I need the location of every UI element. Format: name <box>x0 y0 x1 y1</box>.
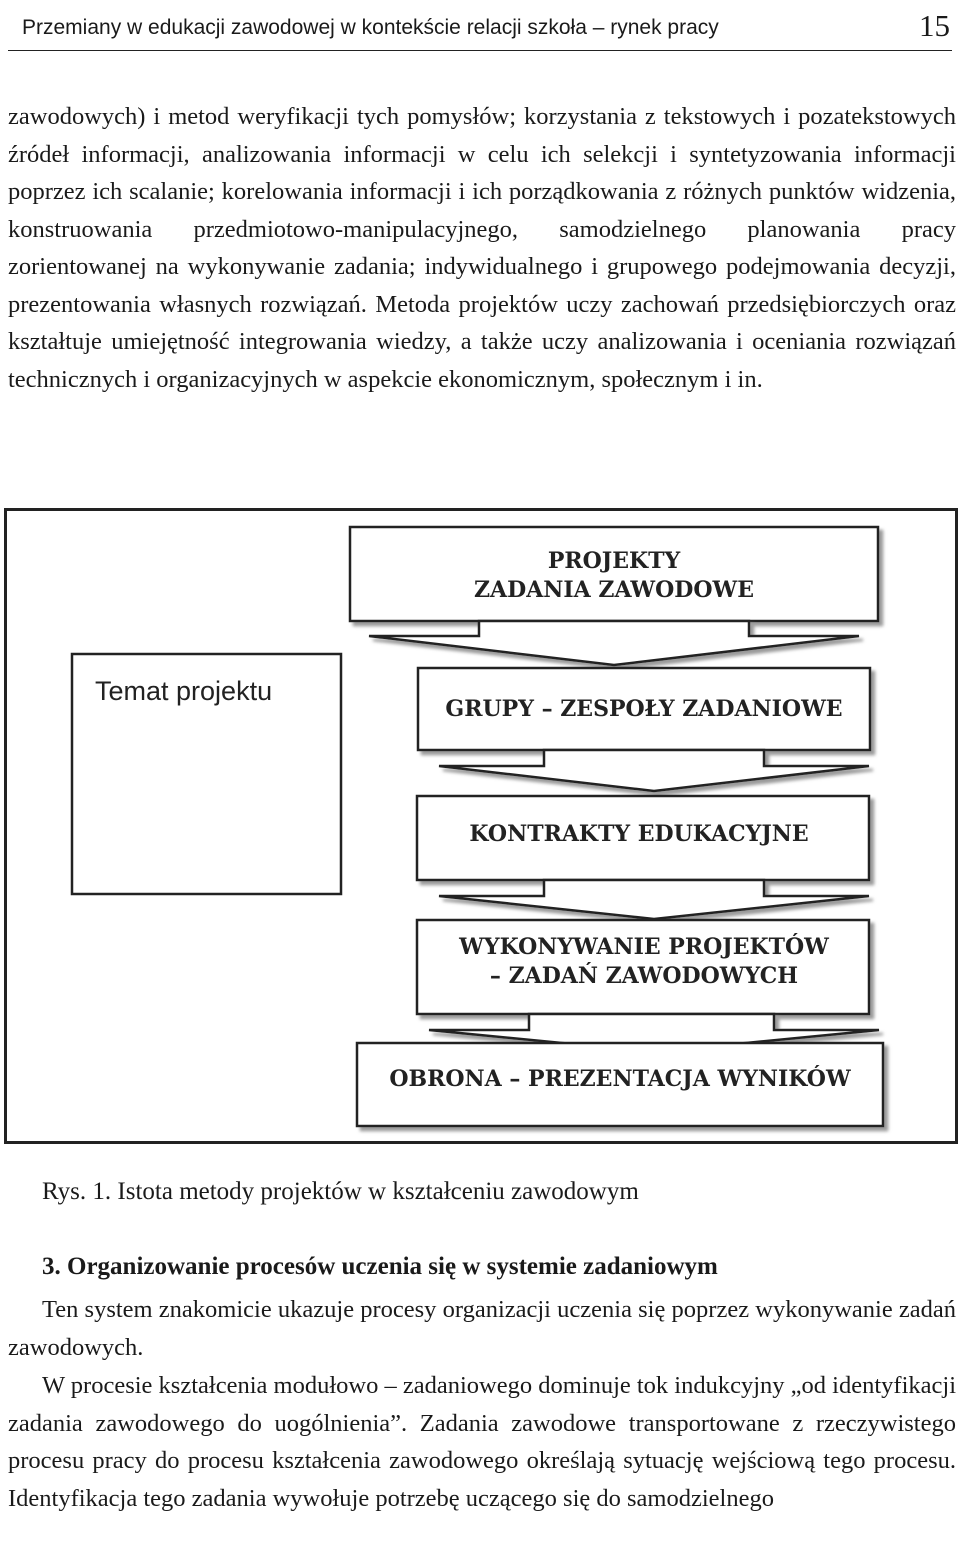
box-kontrakty-line1: KONTRAKTY EDUKACYJNE <box>469 821 809 847</box>
box-obrona-line1: OBRONA – PREZENTACJA WYNIKÓW <box>389 1066 851 1092</box>
arrow-down-2 <box>439 750 869 791</box>
page-number: 15 <box>919 8 950 43</box>
box-projekty-line1: PROJEKTY <box>547 548 681 574</box>
paragraph-1: zawodowych) i metod weryfikacji tych pomysłów; korzystania z tekstowych i pozatekstowych źródeł informacji, analizowania informacji w celu ich selekcji i syntetyzowania informacji poprzez ich scalanie; korelowania informacji i ich porządkowania z różnych punktów widzenia, konstruowania przedmiotowo-manipulacyjnego, samodzielnego planowania pracy zorientowanej na wykonywanie zadania; indywidualnego i grupowego podejmowania decyzji, prezentowania własnych rozwiązań. Metoda projektów uczy zachowań przedsiębiorczych oraz kształtuje umiejętność integrowania wiedzy, a także uczy analizowania i oceniania rozwiązań technicznych i organizacyjnych w aspekcie ekonomicznym, społecznym i in. <box>8 103 956 393</box>
paragraph-2: Ten system znakomicie ukazuje procesy organizacji uczenia się poprzez wykonywanie zadań zawodowych. <box>8 1296 956 1361</box>
section-heading: 3. Organizowanie procesów uczenia się w systemie zadaniowym <box>42 1253 718 1280</box>
figure-caption: Rys. 1. Istota metody projektów w kształceniu zawodowym <box>42 1178 639 1205</box>
running-title: Przemiany w edukacji zawodowej w kontekście relacji szkoła – rynek pracy <box>22 16 719 39</box>
flow-diagram <box>7 511 955 1141</box>
figure-project-method-diagram <box>4 508 958 1144</box>
arrow-down-3 <box>439 880 869 919</box>
box-projekty-line2: ZADANIA ZAWODOWE <box>473 577 755 603</box>
running-header <box>8 10 952 51</box>
topic-label: Temat projektu <box>95 676 273 706</box>
paragraph-3: W procesie kształcenia modułowo – zadaniowego dominuje tok indukcyjny „od identyfikacji zadania zawodowego do uogólnienia”. Zadania zawodowe transportowane z rzeczywistego procesu pracy do procesu kształcenia zawodowego określają sytuację wejściową tego procesu. Identyfikacja tego zadania wywołuje potrzebę uczącego się do samodzielnego <box>8 1372 956 1512</box>
box-projekty <box>350 527 878 621</box>
arrow-down-1 <box>369 621 859 665</box>
box-wykonywanie-line1: WYKONYWANIE PROJEKTÓW <box>459 934 829 960</box>
box-wykonywanie-line2: – ZADAŃ ZAWODOWYCH <box>489 963 799 989</box>
box-grupy-line1: GRUPY – ZESPOŁY ZADANIOWE <box>445 696 843 722</box>
